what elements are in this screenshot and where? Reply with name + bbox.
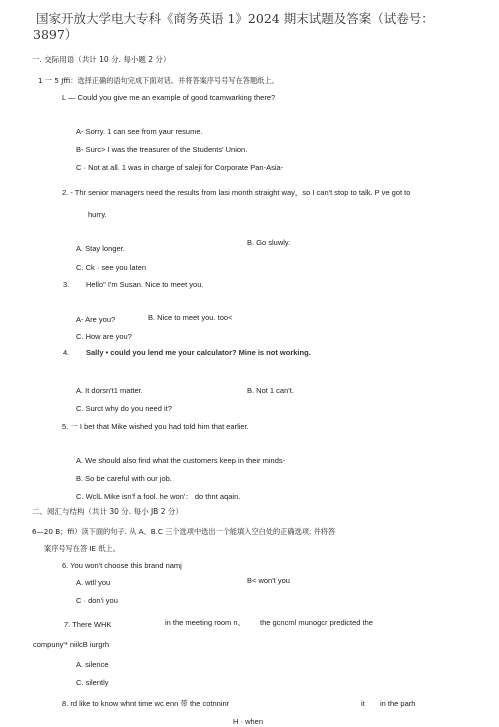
q7-option-a: A. silence <box>76 660 109 669</box>
q2-option-c: C. Ck · see you laten <box>76 263 147 272</box>
section1-heading: 一. 交际用语（共计 10 分. 每小题 2 分） <box>32 55 171 64</box>
q2-stem: 2. - Thr senior managers need the results from lasi month straight way，so I can't stop to talk. P ve got to <box>62 188 411 197</box>
q7-stem-part2: in the meeting room n、 <box>165 618 246 627</box>
q6-option-a: A. wtll you <box>76 578 111 587</box>
q3-option-b: B. Nice to meet you. too< <box>148 313 233 322</box>
q8-option-b: H · when <box>233 717 264 726</box>
q4-stem: Sally • could you lend me your calculator? Mine is not working. <box>86 348 311 357</box>
q5-option-c: C. WclL Mike isn'f a fool. he won'： do thnt aqain. <box>76 492 241 501</box>
document-title-line1: 国家开放大学电大专科《商务英语 1》2024 期末试题及答案（试卷号： <box>36 11 434 26</box>
q8-stem: 8. rd like to know whnt time wc enn 带 the cotnninr <box>62 699 230 708</box>
q7-option-c: C. silently <box>76 678 109 687</box>
q5-stem: 5. 一 I bet that Mike wished you had told him that earlier. <box>62 422 249 431</box>
q1-option-a: A- Sorry. 1 can see from yaur resume. <box>76 127 203 136</box>
q2-stem-cont: hurry. <box>88 210 107 219</box>
q4-option-b: B. Not 1 can't. <box>247 386 294 395</box>
section2-heading: 二、阅汇与结构（共计 30 分. 每小 JB 2 分） <box>32 507 183 516</box>
q8-stem-part2: it <box>361 699 365 708</box>
q3-option-c: C. How are you? <box>76 332 132 341</box>
q7-stem-part1: 7. There WHK <box>64 620 112 629</box>
q5-option-a: A. We should also find what the customers keep in their minds- <box>76 456 286 465</box>
q2-option-a: A. Stay longer. <box>76 244 125 253</box>
section2-instruction: 6—20 B；ffi）读下面的句子. 从 A、B.C 三个选项中选出一个能填入空白处的正确选项. 并将答 <box>32 527 336 536</box>
q6-stem: 6. You won't choose this brand namj <box>62 561 182 570</box>
q8-stem-part3: in the parh <box>380 699 416 708</box>
q7-stem-part3: the gcncml munogcr predicted the <box>260 618 373 627</box>
q3-stem: Hello" I'm Susan. Nice to meet you. <box>86 280 204 289</box>
q1-option-c: C · Not at all. 1 was in charge of saleji for Corporate Pan-Asia- <box>76 163 284 172</box>
section1-instruction: 1 一 5 Jffi：选择正确的语句完成下面对话。并将答案序号号写在答题纸上。 <box>38 76 279 85</box>
document-title-line2: 3897） <box>33 27 78 42</box>
q3-option-a: A- Are you? <box>76 315 116 324</box>
section2-instruction-cont: 案序号写在答 IE 纸上。 <box>44 544 120 553</box>
q1-option-b: B- Surc> I was the treasurer of the Students' Union. <box>76 145 248 154</box>
q1-stem: L — Could you give me an example of good tcamwarking there? <box>62 93 276 102</box>
q2-option-b: B. Go sluwly. <box>247 238 291 247</box>
q4-option-a: A. It dorsn't1 matter. <box>76 386 143 395</box>
q6-option-b: B< won't you <box>247 576 290 585</box>
q7-stem-cont: compuny'* niilcB iurgrh <box>33 640 110 649</box>
q4-option-c: C. Surct why do you need it? <box>76 404 172 413</box>
q6-option-c: C · don'i you <box>76 596 118 605</box>
q5-option-b: B. So be careful with our job. <box>76 474 172 483</box>
q4-number: 4. <box>63 348 70 357</box>
q3-number: 3. <box>63 280 70 289</box>
